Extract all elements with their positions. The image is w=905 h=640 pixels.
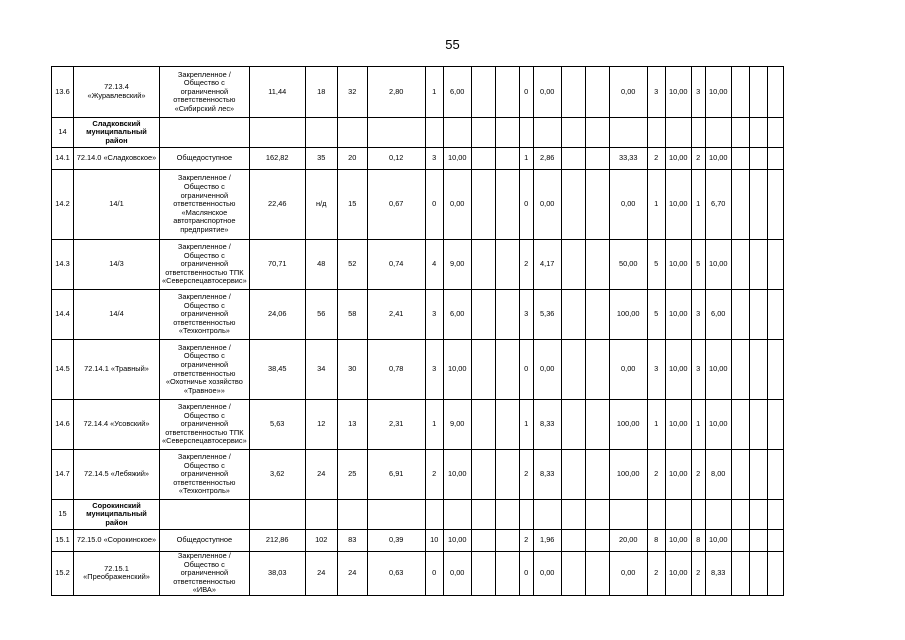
cell-c17 bbox=[665, 118, 691, 148]
cell-c20 bbox=[731, 450, 749, 500]
cell-c15: 0,00 bbox=[609, 170, 647, 240]
cell-c7: 0 bbox=[425, 170, 443, 240]
cell-area-value bbox=[249, 118, 305, 148]
cell-c15 bbox=[609, 500, 647, 530]
cell-c8: 6,00 bbox=[443, 67, 471, 118]
cell-c9 bbox=[471, 240, 495, 290]
cell-c5: 15 bbox=[337, 170, 367, 240]
cell-c4 bbox=[305, 500, 337, 530]
cell-c22 bbox=[767, 67, 783, 118]
cell-c17: 10,00 bbox=[665, 400, 691, 450]
cell-c12: 1,96 bbox=[533, 530, 561, 552]
cell-c19: 8,00 bbox=[705, 450, 731, 500]
cell-c6: 0,67 bbox=[367, 170, 425, 240]
cell-c15: 100,00 bbox=[609, 290, 647, 340]
cell-area-name: 72.14.4 «Усовский» bbox=[74, 400, 160, 450]
cell-c14 bbox=[585, 340, 609, 400]
cell-c10 bbox=[495, 500, 519, 530]
cell-c4: 102 bbox=[305, 530, 337, 552]
table-row bbox=[52, 290, 784, 340]
cell-area-name: 14/4 bbox=[74, 290, 160, 340]
cell-c13 bbox=[561, 552, 585, 596]
cell-c16: 3 bbox=[647, 340, 665, 400]
cell-c4: 35 bbox=[305, 148, 337, 170]
cell-c17: 10,00 bbox=[665, 450, 691, 500]
cell-c15: 100,00 bbox=[609, 400, 647, 450]
cell-area-name: Сладковский муниципальный район bbox=[74, 118, 160, 148]
cell-c13 bbox=[561, 170, 585, 240]
cell-area-name: 72.14.0 «Сладковское» bbox=[74, 148, 160, 170]
cell-c21 bbox=[749, 290, 767, 340]
cell-c13 bbox=[561, 67, 585, 118]
cell-c5: 20 bbox=[337, 148, 367, 170]
cell-c7: 3 bbox=[425, 290, 443, 340]
cell-c10 bbox=[495, 240, 519, 290]
cell-c20 bbox=[731, 67, 749, 118]
cell-c4 bbox=[305, 118, 337, 148]
cell-c16: 1 bbox=[647, 170, 665, 240]
cell-c18: 3 bbox=[691, 340, 705, 400]
cell-c8: 0,00 bbox=[443, 552, 471, 596]
cell-c7: 1 bbox=[425, 400, 443, 450]
cell-c11: 2 bbox=[519, 530, 533, 552]
cell-c10 bbox=[495, 340, 519, 400]
cell-c12: 8,33 bbox=[533, 400, 561, 450]
cell-c11: 0 bbox=[519, 340, 533, 400]
cell-c14 bbox=[585, 67, 609, 118]
cell-c12 bbox=[533, 118, 561, 148]
cell-area-value: 70,71 bbox=[249, 240, 305, 290]
cell-c10 bbox=[495, 450, 519, 500]
cell-c8: 10,00 bbox=[443, 340, 471, 400]
cell-c20 bbox=[731, 530, 749, 552]
cell-row-num: 15.1 bbox=[52, 530, 74, 552]
cell-area-name: Сорокинский муниципальный район bbox=[74, 500, 160, 530]
cell-area-name: 72.15.0 «Сорокинское» bbox=[74, 530, 160, 552]
cell-c8 bbox=[443, 500, 471, 530]
cell-c17: 10,00 bbox=[665, 240, 691, 290]
cell-c22 bbox=[767, 340, 783, 400]
cell-c5 bbox=[337, 500, 367, 530]
cell-c4: 24 bbox=[305, 552, 337, 596]
cell-c4: н/д bbox=[305, 170, 337, 240]
cell-c12: 4,17 bbox=[533, 240, 561, 290]
cell-c5: 83 bbox=[337, 530, 367, 552]
cell-area-value: 162,82 bbox=[249, 148, 305, 170]
cell-area-name: 72.14.5 «Лебяжий» bbox=[74, 450, 160, 500]
cell-c14 bbox=[585, 170, 609, 240]
cell-c19: 10,00 bbox=[705, 240, 731, 290]
cell-category-user: Закрепленное / Общество с ограниченной ответственностью «Охотничье хозяйство «Травное»» bbox=[160, 340, 250, 400]
cell-c10 bbox=[495, 148, 519, 170]
cell-c7: 1 bbox=[425, 67, 443, 118]
cell-c20 bbox=[731, 118, 749, 148]
cell-c12: 2,86 bbox=[533, 148, 561, 170]
cell-area-name: 14/1 bbox=[74, 170, 160, 240]
cell-c20 bbox=[731, 340, 749, 400]
cell-c4: 48 bbox=[305, 240, 337, 290]
cell-c14 bbox=[585, 240, 609, 290]
cell-c11 bbox=[519, 500, 533, 530]
cell-c21 bbox=[749, 552, 767, 596]
table-row bbox=[52, 500, 784, 530]
cell-c19 bbox=[705, 500, 731, 530]
cell-c12: 0,00 bbox=[533, 340, 561, 400]
cell-c10 bbox=[495, 400, 519, 450]
cell-c11: 0 bbox=[519, 67, 533, 118]
cell-c18: 2 bbox=[691, 552, 705, 596]
table-row bbox=[52, 552, 784, 596]
cell-c4: 34 bbox=[305, 340, 337, 400]
cell-c18: 5 bbox=[691, 240, 705, 290]
cell-c21 bbox=[749, 240, 767, 290]
cell-c15: 20,00 bbox=[609, 530, 647, 552]
table-row bbox=[52, 240, 784, 290]
cell-category-user bbox=[160, 118, 250, 148]
cell-c10 bbox=[495, 290, 519, 340]
cell-c17 bbox=[665, 500, 691, 530]
cell-c19: 8,33 bbox=[705, 552, 731, 596]
cell-area-value: 11,44 bbox=[249, 67, 305, 118]
cell-area-value: 38,45 bbox=[249, 340, 305, 400]
cell-c6: 2,41 bbox=[367, 290, 425, 340]
cell-c14 bbox=[585, 118, 609, 148]
cell-c9 bbox=[471, 552, 495, 596]
cell-c12: 5,36 bbox=[533, 290, 561, 340]
cell-c21 bbox=[749, 170, 767, 240]
cell-c22 bbox=[767, 148, 783, 170]
cell-c12: 0,00 bbox=[533, 67, 561, 118]
cell-row-num: 14 bbox=[52, 118, 74, 148]
cell-c21 bbox=[749, 67, 767, 118]
cell-c7: 2 bbox=[425, 450, 443, 500]
cell-c12: 8,33 bbox=[533, 450, 561, 500]
cell-c11: 1 bbox=[519, 400, 533, 450]
cell-row-num: 14.4 bbox=[52, 290, 74, 340]
cell-category-user: Закрепленное / Общество с ограниченной ответственностью «Техконтроль» bbox=[160, 290, 250, 340]
cell-c18: 2 bbox=[691, 148, 705, 170]
cell-c10 bbox=[495, 530, 519, 552]
cell-c13 bbox=[561, 400, 585, 450]
cell-c9 bbox=[471, 67, 495, 118]
cell-c9 bbox=[471, 340, 495, 400]
cell-c8: 6,00 bbox=[443, 290, 471, 340]
cell-c5: 25 bbox=[337, 450, 367, 500]
cell-c18: 3 bbox=[691, 67, 705, 118]
cell-c15: 0,00 bbox=[609, 67, 647, 118]
cell-c5: 13 bbox=[337, 400, 367, 450]
cell-category-user: Закрепленное / Общество с ограниченной ответственностью «Сибирский лес» bbox=[160, 67, 250, 118]
cell-c7: 4 bbox=[425, 240, 443, 290]
cell-c6: 0,74 bbox=[367, 240, 425, 290]
cell-c16 bbox=[647, 118, 665, 148]
cell-c20 bbox=[731, 400, 749, 450]
cell-c8: 10,00 bbox=[443, 530, 471, 552]
cell-c4: 24 bbox=[305, 450, 337, 500]
cell-c17: 10,00 bbox=[665, 340, 691, 400]
cell-category-user bbox=[160, 500, 250, 530]
cell-c21 bbox=[749, 340, 767, 400]
cell-area-value: 24,06 bbox=[249, 290, 305, 340]
cell-row-num: 13.6 bbox=[52, 67, 74, 118]
cell-c21 bbox=[749, 118, 767, 148]
cell-c19: 10,00 bbox=[705, 400, 731, 450]
cell-c21 bbox=[749, 530, 767, 552]
cell-c14 bbox=[585, 290, 609, 340]
cell-c9 bbox=[471, 170, 495, 240]
cell-c13 bbox=[561, 530, 585, 552]
cell-c13 bbox=[561, 240, 585, 290]
cell-c22 bbox=[767, 170, 783, 240]
cell-c21 bbox=[749, 450, 767, 500]
cell-c18: 2 bbox=[691, 450, 705, 500]
cell-c9 bbox=[471, 290, 495, 340]
cell-c12: 0,00 bbox=[533, 552, 561, 596]
cell-row-num: 15 bbox=[52, 500, 74, 530]
cell-category-user: Закрепленное / Общество с ограниченной ответственностью ТПК «Северспецавтосервис» bbox=[160, 240, 250, 290]
table-row bbox=[52, 450, 784, 500]
cell-c15: 0,00 bbox=[609, 340, 647, 400]
cell-c6 bbox=[367, 500, 425, 530]
cell-category-user: Общедоступное bbox=[160, 148, 250, 170]
cell-c8: 9,00 bbox=[443, 400, 471, 450]
cell-c16: 8 bbox=[647, 530, 665, 552]
cell-area-name: 72.15.1 «Преображенский» bbox=[74, 552, 160, 596]
table-row bbox=[52, 148, 784, 170]
cell-c19: 10,00 bbox=[705, 530, 731, 552]
cell-c5: 30 bbox=[337, 340, 367, 400]
cell-c16: 2 bbox=[647, 450, 665, 500]
cell-c8: 0,00 bbox=[443, 170, 471, 240]
cell-c19: 10,00 bbox=[705, 340, 731, 400]
cell-row-num: 14.6 bbox=[52, 400, 74, 450]
table-row bbox=[52, 530, 784, 552]
cell-c14 bbox=[585, 400, 609, 450]
cell-c8: 10,00 bbox=[443, 148, 471, 170]
cell-c4: 56 bbox=[305, 290, 337, 340]
cell-c19 bbox=[705, 118, 731, 148]
cell-c11: 3 bbox=[519, 290, 533, 340]
cell-c4: 18 bbox=[305, 67, 337, 118]
cell-c8 bbox=[443, 118, 471, 148]
cell-c22 bbox=[767, 118, 783, 148]
cell-c17: 10,00 bbox=[665, 67, 691, 118]
cell-c17: 10,00 bbox=[665, 148, 691, 170]
cell-c10 bbox=[495, 67, 519, 118]
cell-c13 bbox=[561, 500, 585, 530]
cell-c7: 0 bbox=[425, 552, 443, 596]
cell-c15 bbox=[609, 118, 647, 148]
cell-c20 bbox=[731, 500, 749, 530]
cell-c6: 6,91 bbox=[367, 450, 425, 500]
cell-c7 bbox=[425, 500, 443, 530]
cell-c22 bbox=[767, 240, 783, 290]
cell-c10 bbox=[495, 118, 519, 148]
cell-c11 bbox=[519, 118, 533, 148]
cell-c16: 2 bbox=[647, 552, 665, 596]
cell-c16: 5 bbox=[647, 240, 665, 290]
cell-row-num: 14.2 bbox=[52, 170, 74, 240]
cell-c22 bbox=[767, 290, 783, 340]
cell-c22 bbox=[767, 500, 783, 530]
cell-c11: 2 bbox=[519, 450, 533, 500]
cell-category-user: Закрепленное / Общество с ограниченной ответственностью «ИВА» bbox=[160, 552, 250, 596]
cell-c9 bbox=[471, 450, 495, 500]
cell-c9 bbox=[471, 530, 495, 552]
cell-c6: 2,80 bbox=[367, 67, 425, 118]
cell-c11: 1 bbox=[519, 148, 533, 170]
cell-c9 bbox=[471, 400, 495, 450]
cell-c11: 2 bbox=[519, 240, 533, 290]
cell-area-value bbox=[249, 500, 305, 530]
cell-c16: 2 bbox=[647, 148, 665, 170]
cell-c22 bbox=[767, 450, 783, 500]
cell-c6: 0,39 bbox=[367, 530, 425, 552]
table-row bbox=[52, 340, 784, 400]
table-row bbox=[52, 400, 784, 450]
table-row bbox=[52, 67, 784, 118]
cell-c17: 10,00 bbox=[665, 530, 691, 552]
cell-c19: 6,00 bbox=[705, 290, 731, 340]
cell-c15: 100,00 bbox=[609, 450, 647, 500]
cell-c13 bbox=[561, 340, 585, 400]
cell-c14 bbox=[585, 450, 609, 500]
cell-c5: 32 bbox=[337, 67, 367, 118]
cell-c18: 1 bbox=[691, 170, 705, 240]
cell-row-num: 14.1 bbox=[52, 148, 74, 170]
cell-c7: 10 bbox=[425, 530, 443, 552]
cell-c18: 8 bbox=[691, 530, 705, 552]
cell-c6: 0,78 bbox=[367, 340, 425, 400]
cell-c17: 10,00 bbox=[665, 290, 691, 340]
cell-area-value: 212,86 bbox=[249, 530, 305, 552]
cell-c15: 33,33 bbox=[609, 148, 647, 170]
cell-c22 bbox=[767, 400, 783, 450]
cell-c17: 10,00 bbox=[665, 170, 691, 240]
cell-c11: 0 bbox=[519, 552, 533, 596]
cell-c5: 58 bbox=[337, 290, 367, 340]
cell-c6 bbox=[367, 118, 425, 148]
cell-c10 bbox=[495, 170, 519, 240]
cell-c5: 24 bbox=[337, 552, 367, 596]
cell-area-name: 72.14.1 «Травный» bbox=[74, 340, 160, 400]
cell-c21 bbox=[749, 500, 767, 530]
cell-c20 bbox=[731, 552, 749, 596]
cell-c5 bbox=[337, 118, 367, 148]
cell-c12: 0,00 bbox=[533, 170, 561, 240]
cell-c20 bbox=[731, 240, 749, 290]
cell-category-user: Закрепленное / Общество с ограниченной ответственностью «Техконтроль» bbox=[160, 450, 250, 500]
cell-c20 bbox=[731, 170, 749, 240]
cell-c4: 12 bbox=[305, 400, 337, 450]
cell-c18: 3 bbox=[691, 290, 705, 340]
cell-c9 bbox=[471, 500, 495, 530]
cell-c13 bbox=[561, 148, 585, 170]
cell-area-value: 5,63 bbox=[249, 400, 305, 450]
cell-c20 bbox=[731, 290, 749, 340]
cell-c7 bbox=[425, 118, 443, 148]
cell-c21 bbox=[749, 148, 767, 170]
cell-c16: 1 bbox=[647, 400, 665, 450]
cell-c6: 0,12 bbox=[367, 148, 425, 170]
cell-c6: 2,31 bbox=[367, 400, 425, 450]
cell-c8: 9,00 bbox=[443, 240, 471, 290]
cell-c19: 10,00 bbox=[705, 67, 731, 118]
page-number: 55 bbox=[445, 37, 460, 52]
cell-row-num: 15.2 bbox=[52, 552, 74, 596]
cell-c22 bbox=[767, 530, 783, 552]
cell-area-name: 72.13.4 «Журавлевский» bbox=[74, 67, 160, 118]
cell-c13 bbox=[561, 450, 585, 500]
cell-c7: 3 bbox=[425, 148, 443, 170]
cell-area-value: 38,03 bbox=[249, 552, 305, 596]
cell-c18: 1 bbox=[691, 400, 705, 450]
cell-c15: 0,00 bbox=[609, 552, 647, 596]
table-row bbox=[52, 170, 784, 240]
cell-c7: 3 bbox=[425, 340, 443, 400]
cell-c18 bbox=[691, 118, 705, 148]
cell-c9 bbox=[471, 118, 495, 148]
cell-c14 bbox=[585, 148, 609, 170]
cell-area-value: 22,46 bbox=[249, 170, 305, 240]
cell-c19: 10,00 bbox=[705, 148, 731, 170]
cell-c21 bbox=[749, 400, 767, 450]
cell-c5: 52 bbox=[337, 240, 367, 290]
cell-c9 bbox=[471, 148, 495, 170]
cell-c17: 10,00 bbox=[665, 552, 691, 596]
cell-category-user: Закрепленное / Общество с ограниченной ответственностью ТПК «Северспецавтосервис» bbox=[160, 400, 250, 450]
cell-c18 bbox=[691, 500, 705, 530]
cell-c22 bbox=[767, 552, 783, 596]
cell-c14 bbox=[585, 530, 609, 552]
cell-c14 bbox=[585, 500, 609, 530]
cell-c19: 6,70 bbox=[705, 170, 731, 240]
cell-row-num: 14.7 bbox=[52, 450, 74, 500]
cell-c20 bbox=[731, 148, 749, 170]
cell-c13 bbox=[561, 118, 585, 148]
cell-c16: 3 bbox=[647, 67, 665, 118]
table-row bbox=[52, 118, 784, 148]
cell-c14 bbox=[585, 552, 609, 596]
cell-row-num: 14.3 bbox=[52, 240, 74, 290]
cell-c13 bbox=[561, 290, 585, 340]
cell-area-value: 3,62 bbox=[249, 450, 305, 500]
cell-c15: 50,00 bbox=[609, 240, 647, 290]
cell-area-name: 14/3 bbox=[74, 240, 160, 290]
cell-category-user: Закрепленное / Общество с ограниченной ответственностью «Маслянское автотранспортное предприятие» bbox=[160, 170, 250, 240]
hunting-grounds-table bbox=[51, 66, 784, 596]
cell-category-user: Общедоступное bbox=[160, 530, 250, 552]
cell-c12 bbox=[533, 500, 561, 530]
cell-c6: 0,63 bbox=[367, 552, 425, 596]
cell-c16: 5 bbox=[647, 290, 665, 340]
cell-c11: 0 bbox=[519, 170, 533, 240]
cell-c10 bbox=[495, 552, 519, 596]
cell-c8: 10,00 bbox=[443, 450, 471, 500]
cell-c16 bbox=[647, 500, 665, 530]
cell-row-num: 14.5 bbox=[52, 340, 74, 400]
